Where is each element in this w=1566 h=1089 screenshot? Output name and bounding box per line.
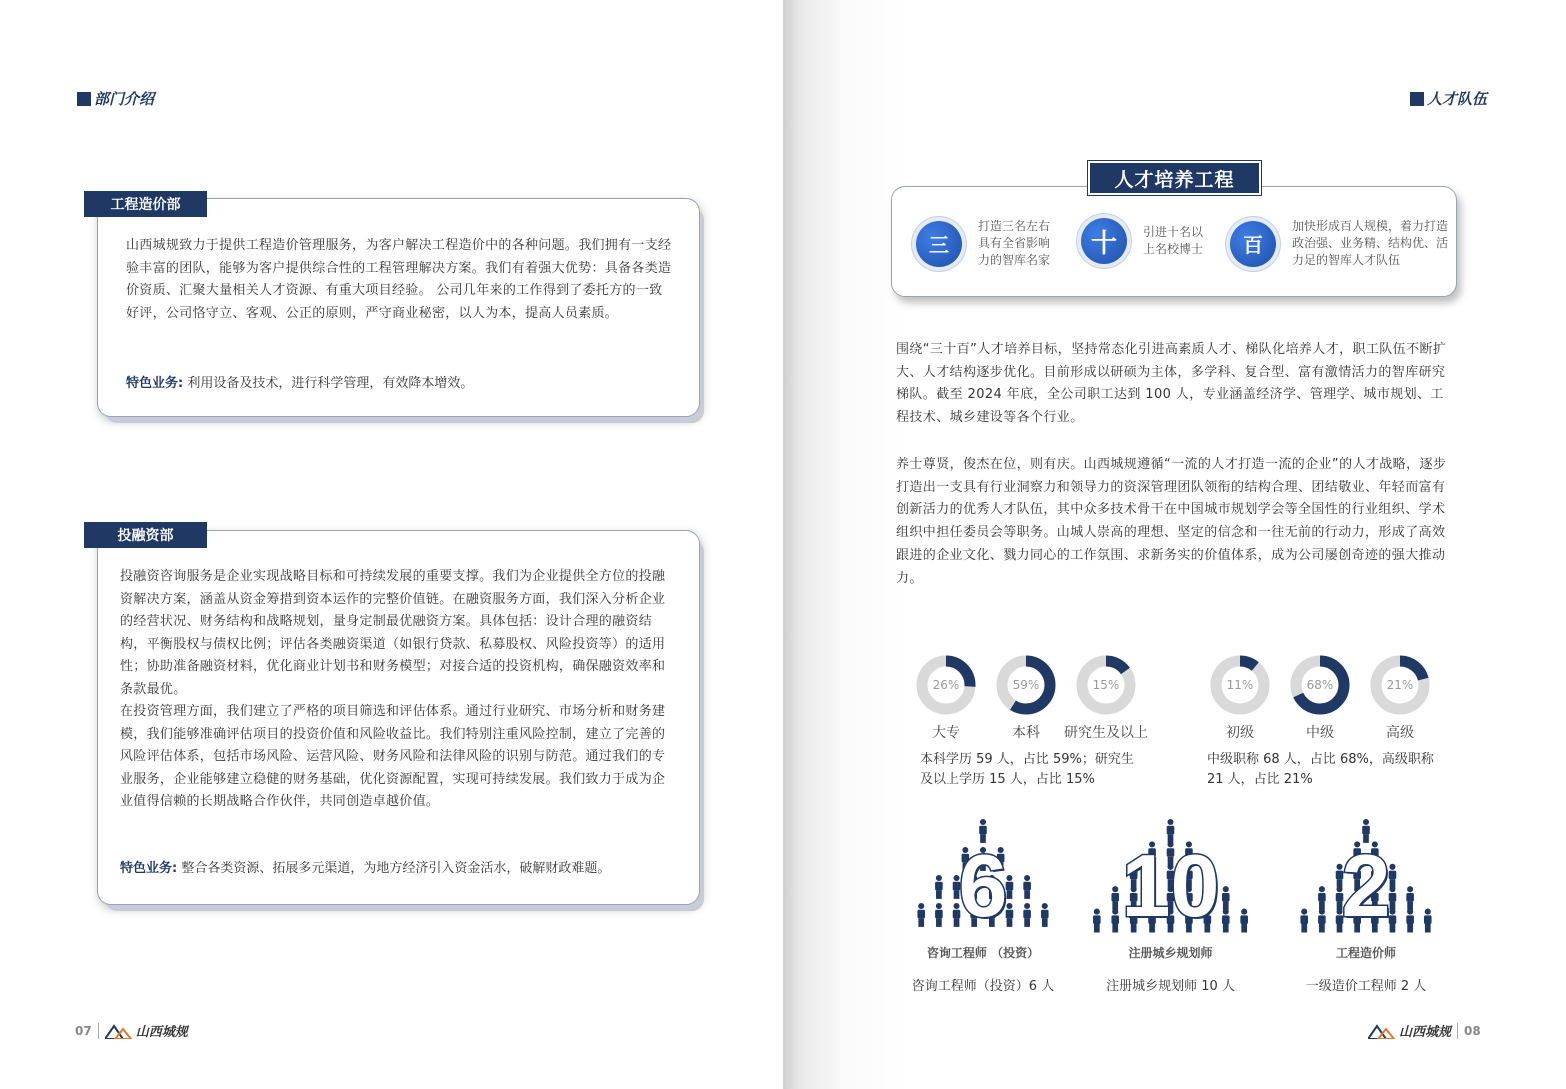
feature-line-invest — [120, 857, 610, 876]
talent-item-text: 加快形成百人规模，着力打造政治强、业务精、结构优、活力足的智库人才队伍 — [1292, 219, 1449, 267]
dept-label-invest: 投融资部 — [84, 522, 207, 548]
footer-right — [1368, 1021, 1481, 1040]
section-tag-right — [1410, 88, 1487, 109]
footer-divider — [1457, 1023, 1458, 1039]
talent-paragraph-2: 养士尊贤，俊杰在位，则有庆。山西城规遵循“一流的人才打造一流的企业”的人才战略，逐步打造出一支具有行业洞察力和领导力的资深管理团队领衔的结构合理、团结敬业、年轻而富有创新活力的优秀人才队伍，其中众多技术骨干在中国城市规划学会等全国性的行业组织、学术组织中担任委员会等职务。山城人崇高的理想、坚定的信念和一往无前的行动力，形成了高效跟进的企业文化、戮力同心的工作氛围、求新务实的价值体系，成为公司屡创奇迹的强大推动力。 — [896, 457, 1447, 586]
donut-category-label: 初级 — [1226, 725, 1254, 741]
mountain-logo-icon — [1368, 1023, 1396, 1039]
talent-item-text: 引进十名以上名校博士 — [1143, 225, 1204, 256]
dept-label-cost: 工程造价部 — [84, 191, 207, 217]
company-logo — [1368, 1021, 1451, 1040]
talent-item-text: 打造三名左右具有全省影响力的智库名家 — [978, 219, 1051, 267]
section-tag-left — [77, 88, 154, 109]
donut-chart — [915, 654, 977, 716]
donut-value-label: 21% — [1386, 678, 1414, 692]
feature-text: 利用设备及技术，进行科学管理，有效降本增效。 — [187, 376, 474, 391]
feature-label: 特色业务: — [120, 861, 178, 876]
donut-chart — [1209, 654, 1271, 716]
dept-body-cost: 山西城规致力于提供工程造价管理服务，为客户解决工程造价中的各种问题。我们拥有一支经验丰富的团队，能够为客户提供综合性的工程管理解决方案。我们有着强大优势：具备各类造价资质、汇聚大量相关人才资源、有重大项目经验。 公司几年来的工作得到了委托方的一致好评，公司恪守立、客观、公正的原则，严守商业秘密，以人为本，提高人员素质。 — [126, 238, 672, 321]
qualification-desc: 咨询工程师（投资）6 人 — [911, 979, 1055, 994]
dept-body-invest — [120, 566, 672, 814]
talent-item-ten — [1081, 218, 1213, 264]
qualification-name: 工程造价师 — [1335, 946, 1396, 960]
qualification-count: 6 — [958, 836, 1008, 935]
donut-value-label: 26% — [932, 678, 960, 692]
donut-value-label: 68% — [1306, 678, 1334, 692]
talent-item-three — [916, 218, 1058, 269]
donut-1 — [991, 654, 1061, 742]
qualification-count: 10 — [1121, 836, 1220, 935]
talent-item-hundred — [1230, 218, 1450, 269]
ten-badge-icon: 十 — [1081, 218, 1127, 264]
page-number: 07 — [75, 1023, 92, 1038]
mountain-logo-icon — [105, 1023, 133, 1039]
three-badge-icon: 三 — [916, 221, 962, 267]
tag-square-icon — [77, 92, 91, 106]
hundred-badge-icon: 百 — [1230, 221, 1276, 267]
title-note: 中级职称 68 人，占比 68%，高级职称 21 人，占比 21% — [1207, 752, 1434, 787]
feature-text: 整合各类资源、拓展多元渠道，为地方经济引入资金活水，破解财政难题。 — [181, 861, 611, 876]
footer-left — [75, 1021, 188, 1040]
qualification-count: 2 — [1341, 836, 1391, 935]
donut-value-label: 59% — [1012, 678, 1040, 692]
qualification-name: 注册城乡规划师 — [1128, 946, 1213, 960]
donut-category-label: 本科 — [1012, 725, 1040, 741]
donut-category-label: 中级 — [1306, 725, 1334, 741]
footer-divider — [98, 1023, 99, 1039]
donut-1 — [1285, 654, 1355, 742]
section-tag-text: 部门介绍 — [94, 90, 155, 108]
right-page — [783, 0, 1566, 1089]
donut-2 — [1064, 654, 1148, 742]
donut-chart — [1289, 654, 1351, 716]
tag-square-icon — [1410, 92, 1424, 106]
feature-line-cost — [126, 372, 473, 391]
section-tag-text: 人才队伍 — [1427, 90, 1488, 108]
dept-body-invest-p2: 在投资管理方面，我们建立了严格的项目筛选和评估体系。通过行业研究、市场分析和财务建模，我们能够准确评估项目的投资价值和风险收益比。我们特别注重风险控制，建立了完善的风险评估体系，包括市场风险、运营风险、财务风险和法律风险的识别与防范。通过我们的专业服务，企业能够建立稳健的财务基础，优化资源配置，实现可持续发展。我们致力于成为企业值得信赖的长期战略合作伙伴，共同创造卓越价值。 — [120, 704, 666, 809]
talent-paragraph-1: 围绕“三十百”人才培养目标，坚持常态化引进高素质人才、梯队化培养人才，职工队伍不断扩大、人才结构逐步优化。目前形成以研硕为主体，多学科、复合型、富有激情活力的智库研究梯队。截至 2024 年底，全公司职工达到 100 人，专业涵盖经济学、管理学、城市规划、工程技术、城乡建设等各个行业。 — [896, 342, 1447, 426]
logo-text: 山西城规 — [135, 1025, 188, 1040]
donut-category-label: 研究生及以上 — [1064, 725, 1148, 741]
donut-0 — [1205, 654, 1275, 742]
dept-body-invest-p1: 投融资咨询服务是企业实现战略目标和可持续发展的重要支撑。我们为企业提供全方位的投融资解决方案，涵盖从资金筹措到资本运作的完整价值链。在融资服务方面，我们深入分析企业的经营状况、财务结构和战略规划，量身定制最优融资方案。具体包括：设计合理的融资结构，平衡股权与债权比例；评估各类融资渠道（如银行贷款、私募股权、风险投资等）的适用性；协助准备融资材料，优化商业计划书和财务模型；对接合适的投资机构，确保融资效率和条款最优。 — [120, 569, 666, 697]
donut-chart — [1369, 654, 1431, 716]
education-note: 本科学历 59 人，占比 59%；研究生及以上学历 15 人，占比 15% — [920, 752, 1134, 787]
donut-category-label: 大专 — [932, 725, 960, 741]
company-logo — [105, 1021, 188, 1040]
donut-2 — [1365, 654, 1435, 742]
donut-chart — [995, 654, 1057, 716]
donut-chart — [1075, 654, 1137, 716]
logo-text: 山西城规 — [1399, 1025, 1452, 1040]
donut-category-label: 高级 — [1386, 725, 1414, 741]
qualification-desc: 注册城乡规划师 10 人 — [1106, 979, 1235, 994]
donut-value-label: 15% — [1092, 678, 1120, 692]
donut-0 — [911, 654, 981, 742]
qualification-desc: 一级造价工程师 2 人 — [1305, 979, 1427, 994]
talent-title: 人才培养工程 — [1088, 161, 1261, 195]
qualification-name: 咨询工程师 （投资） — [926, 946, 1040, 960]
feature-label: 特色业务: — [126, 376, 184, 391]
page-number: 08 — [1464, 1023, 1481, 1038]
donut-value-label: 11% — [1226, 678, 1254, 692]
